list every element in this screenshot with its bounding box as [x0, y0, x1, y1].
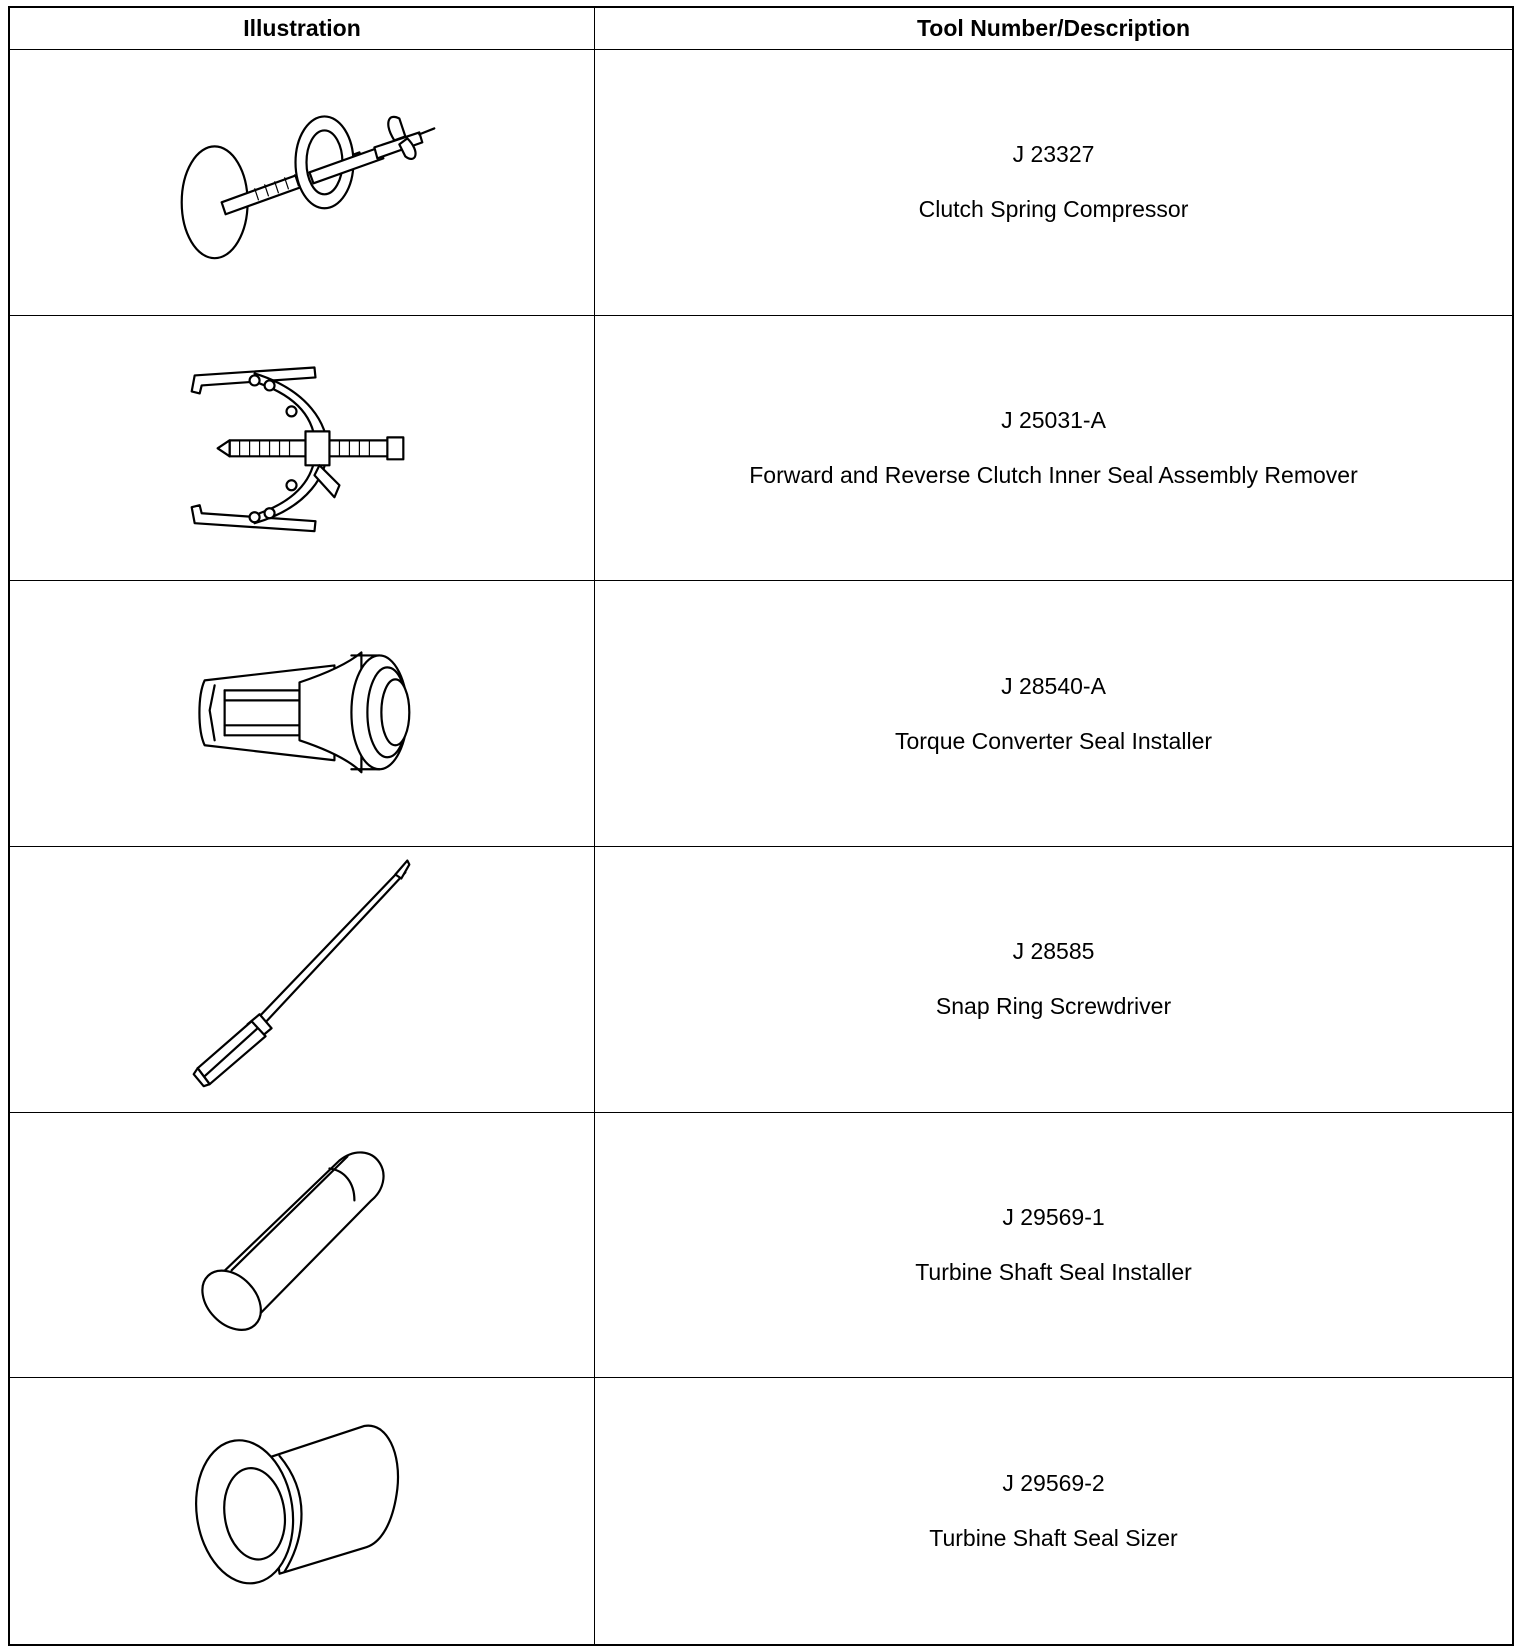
tool-description: Torque Converter Seal Installer	[894, 727, 1213, 754]
header-illustration: Illustration	[10, 8, 595, 50]
table-row-illustration	[10, 1113, 595, 1379]
table-row-tool	[595, 1378, 1512, 1644]
tool-description: Clutch Spring Compressor	[918, 196, 1189, 223]
table-row-tool	[595, 316, 1512, 582]
tool-description: Turbine Shaft Seal Sizer	[929, 1525, 1178, 1552]
seal-installer-icon	[10, 581, 594, 846]
tool-description: Forward and Reverse Clutch Inner Seal Assembly Remover	[749, 461, 1358, 488]
header-tool-number-description: Tool Number/Description	[595, 8, 1512, 50]
tool-number: J 28540-A	[1001, 672, 1106, 699]
screwdriver-icon	[10, 847, 594, 1112]
table-row-tool	[595, 1113, 1512, 1379]
tool-number: J 29569-2	[1002, 1470, 1105, 1497]
table-row-tool	[595, 50, 1512, 316]
tool-number: J 25031-A	[1001, 406, 1106, 433]
table-row-illustration	[10, 581, 595, 847]
tool-description: Snap Ring Screwdriver	[935, 993, 1172, 1020]
table-row-tool	[595, 847, 1512, 1113]
table-row-illustration	[10, 50, 595, 316]
tool-number: J 28585	[1012, 938, 1095, 965]
tool-number: J 23327	[1012, 141, 1095, 168]
table-row-illustration	[10, 1378, 595, 1644]
shaft-seal-installer-icon	[10, 1113, 594, 1378]
seal-remover-puller-icon	[10, 316, 594, 581]
shaft-seal-sizer-icon	[10, 1378, 594, 1644]
table-row-illustration	[10, 847, 595, 1113]
clutch-spring-compressor-icon	[10, 50, 594, 315]
table-row-tool	[595, 581, 1512, 847]
tool-number: J 29569-1	[1002, 1203, 1105, 1230]
special-tools-table	[8, 6, 1514, 1646]
table-row-illustration	[10, 316, 595, 582]
tool-description: Turbine Shaft Seal Installer	[915, 1258, 1192, 1285]
